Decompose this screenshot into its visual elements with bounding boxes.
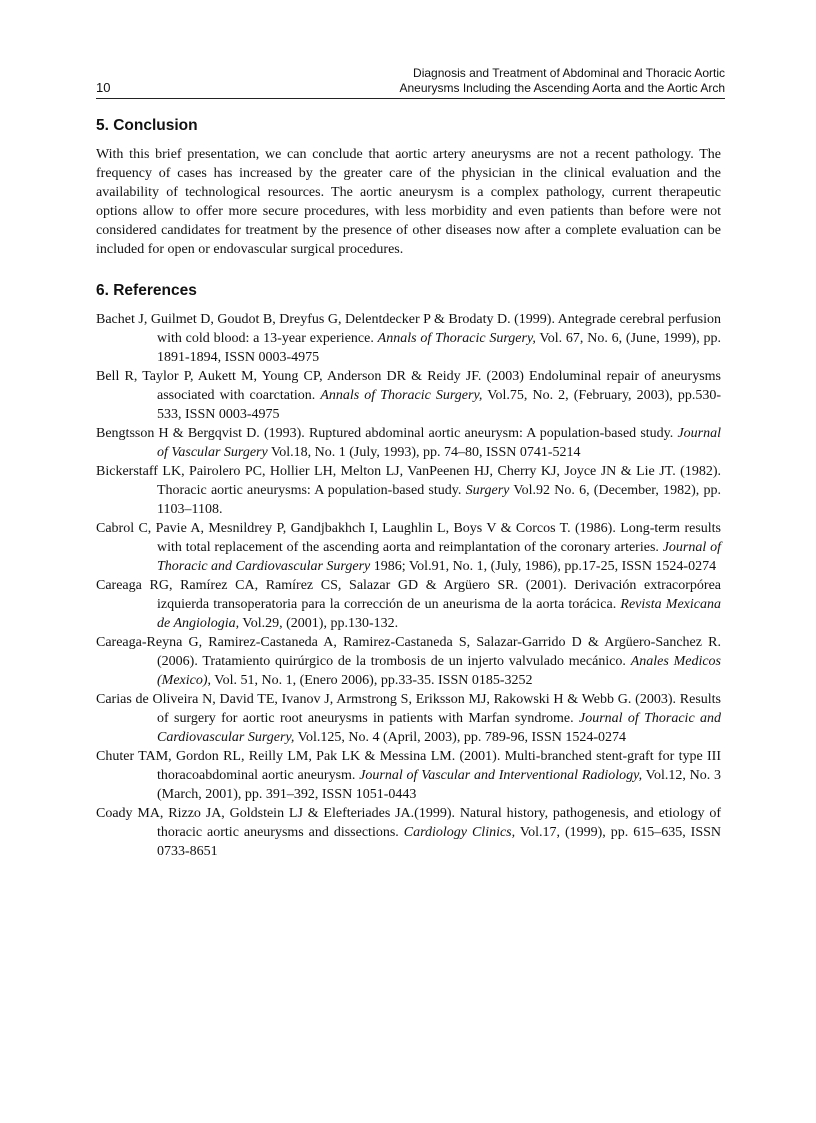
reference-text: Coady MA, Rizzo JA, Goldstein LJ & Elefteriades JA.(1999). Natural history, pathogenesis, and etiology of thoracic aortic aneurysms and dissections. bbox=[96, 806, 721, 840]
reference-item bbox=[96, 576, 721, 633]
reference-journal: Surgery bbox=[465, 483, 510, 498]
reference-details: Vol.125, No. 4 (April, 2003), pp. 789-96, ISSN 1524-0274 bbox=[294, 730, 627, 745]
reference-details: Vol.29, (2001), pp.130-132. bbox=[239, 616, 399, 631]
reference-item bbox=[96, 367, 721, 424]
reference-details: 1986; Vol.91, No. 1, (July, 1986), pp.17-25, ISSN 1524-0274 bbox=[370, 559, 717, 574]
running-title-line-2: Aneurysms Including the Ascending Aorta and the Aortic Arch bbox=[399, 81, 725, 95]
reference-text: Careaga-Reyna G, Ramirez-Castaneda A, Ramirez-Castaneda S, Salazar-Garrido D & Argüero-Sanchez R. (2006). Tratamiento quirúrgico de la trombosis de un injerto valvulado mecánico. bbox=[96, 635, 721, 669]
reference-journal: Annals of Thoracic Surgery, bbox=[320, 388, 483, 403]
reference-details: Vol.17, (1999), pp. 615–635, ISSN 0733-8651 bbox=[157, 825, 722, 859]
reference-journal: Journal of Vascular Surgery bbox=[157, 426, 721, 460]
reference-journal: Cardiology Clinics, bbox=[403, 825, 516, 840]
reference-text: Carias de Oliveira N, David TE, Ivanov J, Armstrong S, Eriksson MJ, Rakowski H & Webb G. (2003). Results of surgery for aortic root aneurysms in patients with Marfan syndrome. bbox=[96, 692, 721, 726]
conclusion-paragraph: With this brief presentation, we can conclude that aortic artery aneurysms are not a recent pathology. The frequency of cases has increased by the greater care of the physician in the clinical evaluation and the availability of technological resources. The aortic aneurysm is a complex pathology, current therapeutic options allow to offer more secure procedures, with less morbidity and even patients than before were not considered candidates for treatment by the presence of other diseases now after a complete evaluation can be included for open or endovascular surgical procedures. bbox=[96, 147, 721, 257]
reference-item bbox=[96, 747, 721, 804]
reference-item bbox=[96, 690, 721, 747]
reference-text: Bachet J, Guilmet D, Goudot B, Dreyfus G, Delentdecker P & Brodaty D. (1999). Antegrade cerebral perfusion with cold blood: a 13-year experience. bbox=[96, 312, 721, 346]
reference-list bbox=[96, 310, 721, 861]
reference-journal: Revista Mexicana de Angiologia, bbox=[157, 597, 721, 631]
page-content bbox=[96, 116, 721, 861]
running-title-line-1: Diagnosis and Treatment of Abdominal and Thoracic Aortic bbox=[413, 66, 725, 80]
reference-details: Vol. 67, No. 6, (June, 1999), pp. 1891-1894, ISSN 0003-4975 bbox=[157, 331, 721, 365]
reference-text: Bickerstaff LK, Pairolero PC, Hollier LH, Melton LJ, VanPeenen HJ, Cherry KJ, Joyce JN & Lie JT. (1982). Thoracic aortic aneurysms: A population-based study. bbox=[96, 464, 721, 498]
reference-item bbox=[96, 804, 721, 861]
conclusion-section bbox=[96, 116, 721, 259]
references-section bbox=[96, 281, 721, 861]
running-title bbox=[399, 66, 725, 96]
reference-details: Vol.12, No. 3 (March, 2001), pp. 391–392, ISSN 1051-0443 bbox=[157, 768, 721, 802]
reference-item bbox=[96, 424, 721, 462]
page-number: 10 bbox=[96, 80, 111, 95]
reference-journal: Annals of Thoracic Surgery, bbox=[377, 331, 536, 346]
reference-item bbox=[96, 633, 721, 690]
reference-details: Vol.18, No. 1 (July, 1993), pp. 74–80, ISSN 0741-5214 bbox=[267, 445, 581, 460]
reference-details: Vol.92 No. 6, (December, 1982), pp. 1103–1108. bbox=[157, 483, 721, 517]
reference-journal: Journal of Thoracic and Cardiovascular Surgery bbox=[157, 540, 721, 574]
reference-item bbox=[96, 310, 721, 367]
reference-text: Chuter TAM, Gordon RL, Reilly LM, Pak LK & Messina LM. (2001). Multi-branched stent-graft for type III thoracoabdominal aortic aneurysm. bbox=[96, 749, 721, 783]
reference-details: Vol.75, No. 2, (February, 2003), pp.530-533, ISSN 0003-4975 bbox=[157, 388, 721, 422]
reference-text: Cabrol C, Pavie A, Mesnildrey P, Gandjbakhch I, Laughlin L, Boys V & Corcos T. (1986). Long-term results with total replacement of the ascending aorta and reimplantation of the coronary arteries. bbox=[96, 521, 721, 555]
reference-item bbox=[96, 462, 721, 519]
reference-text: Careaga RG, Ramírez CA, Ramírez CS, Salazar GD & Argüero SR. (2001). Derivación extracorpórea izquierda transoperatoria para la corrección de un aneurisma de la aorta torácica. bbox=[96, 578, 721, 612]
reference-details: , Vol. 51, No. 1, (Enero 2006), pp.33-35. ISSN 0185-3252 bbox=[207, 673, 533, 688]
reference-item bbox=[96, 519, 721, 576]
conclusion-heading: 5. Conclusion bbox=[96, 117, 198, 134]
references-heading: 6. References bbox=[96, 282, 197, 299]
reference-text: Bengtsson H & Bergqvist D. (1993). Ruptured abdominal aortic aneurysm: A population-based study. bbox=[96, 426, 678, 441]
reference-journal: Anales Medicos (Mexico) bbox=[157, 654, 722, 688]
page-header bbox=[96, 66, 725, 98]
reference-text: Bell R, Taylor P, Aukett M, Young CP, Anderson DR & Reidy JF. (2003) Endoluminal repair of aneurysms associated with coarctation. bbox=[96, 369, 721, 403]
reference-journal: Journal of Vascular and Interventional Radiology, bbox=[359, 768, 643, 783]
reference-journal: Journal of Thoracic and Cardiovascular Surgery, bbox=[157, 711, 721, 745]
header-divider bbox=[96, 98, 725, 99]
